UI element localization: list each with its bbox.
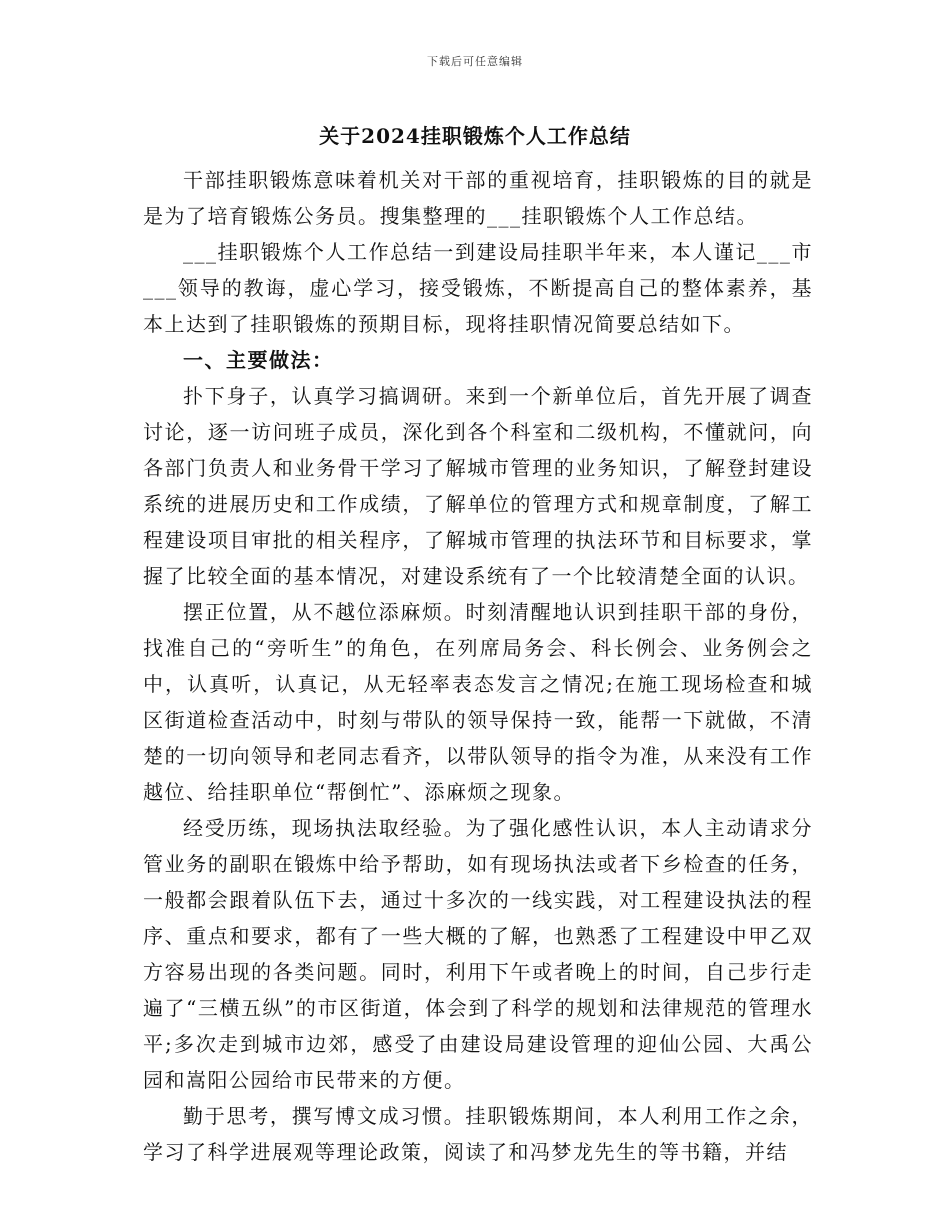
paragraph-experience: 经受历练，现场执法取经验。为了强化感性认识，本人主动请求分管业务的副职在锻炼中给予帮助，如有现场执法或者下乡检查的任务，一般都会跟着队伍下去，通过十多次的一线实践，对工程建设执法的程序、重点和要求，都有了一些大概的了解，也熟悉了工程建设中甲乙双方容易出现的各类问题。同时，利用下午或者晚上的时间，自己步行走遍了“三横五纵”的市区街道，体会到了科学的规划和法律规范的管理水平;多次走到城市边郊，感受了由建设局建设管理的迎仙公园、大禹公园和嵩阳公园给市民带来的方便。 — [143, 816, 813, 1092]
paragraph-position: 摆正位置，从不越位添麻烦。时刻清醒地认识到挂职干部的身份，找准自己的“旁听生”的角色，在列席局务会、科长例会、业务例会之中，认真听，认真记，从无轻率表态发言之情况;在施工现场检查和城区街道检查活动中，时刻与带队的领导保持一致，能帮一下就做，不清楚的一切向领导和老同志看齐，以带队领导的指令为准，从来没有工作越位、给挂职单位“帮倒忙”、添麻烦之现象。 — [143, 600, 813, 804]
document-title: 关于2024挂职锻炼个人工作总结 — [319, 124, 631, 148]
section-heading: 一、主要做法： — [183, 348, 334, 372]
paragraph-thinking: 勤于思考，撰写博文成习惯。挂职锻炼期间，本人利用工作之余，学习了科学进展观等理论政策，阅读了和冯梦龙先生的等书籍，并结 — [143, 1104, 813, 1164]
paragraph-intro: 干部挂职锻炼意味着机关对干部的重视培育，挂职锻炼的目的就是是为了培育锻炼公务员。搜集整理的___挂职锻炼个人工作总结。 — [143, 168, 813, 228]
document-body — [143, 162, 813, 1170]
page-header-note: 下载后可任意编辑 — [427, 55, 523, 68]
paragraph-summary: ___挂职锻炼个人工作总结一到建设局挂职半年来，本人谨记___市___领导的教诲，虚心学习，接受锻炼，不断提高自己的整体素养，基本上达到了挂职锻炼的预期目标，现将挂职情况简要总结如下。 — [143, 240, 813, 336]
paragraph-study: 扑下身子，认真学习搞调研。来到一个新单位后，首先开展了调查讨论，逐一访问班子成员，深化到各个科室和二级机构，不懂就问，向各部门负责人和业务骨干学习了解城市管理的业务知识，了解登封建设系统的进展历史和工作成绩，了解单位的管理方式和规章制度，了解工程建设项目审批的相关程序，了解城市管理的执法环节和目标要求，掌握了比较全面的基本情况，对建设系统有了一个比较清楚全面的认识。 — [143, 384, 813, 588]
